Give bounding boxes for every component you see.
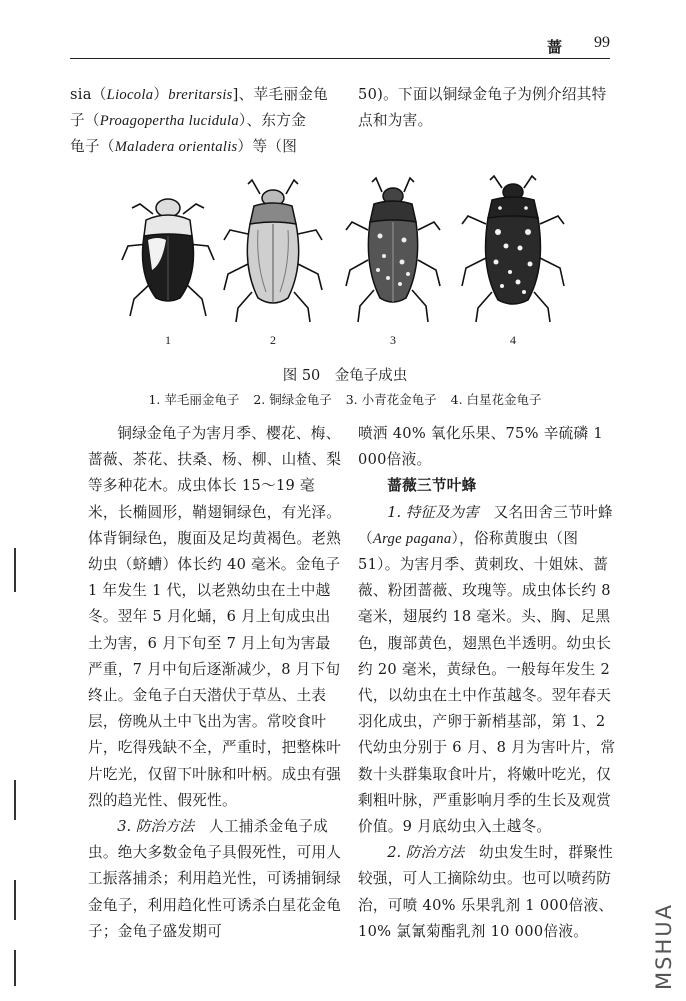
beetle-illustration-1 [118,174,218,347]
figure-number-2: 2 [270,333,276,347]
scan-margin-mark [14,548,16,592]
figure-caption: 图 50 金龟子成虫 [282,368,408,384]
running-header [70,34,610,59]
top-left-column [70,82,344,161]
legend-item-1: 1. 苹毛丽金龟子 [148,392,240,407]
top-right-column [358,82,620,134]
beetle-figure [118,174,568,347]
sawfly-control-term: 2. 防治方法 [387,844,465,862]
continuation-line-3: 龟子（Maladera orientalis）等（图 [70,138,298,156]
continuation-line-1: sia（Liocola）breritarsis]、苹毛丽金龟 [70,86,329,103]
page-number: 99 [594,34,610,51]
legend-item-4: 4. 白星花金龟子 [450,392,542,407]
left-column [88,421,344,945]
beetle-illustration-3 [338,174,448,347]
scan-margin-mark [14,880,16,920]
beetle-illustration-2 [218,174,328,347]
continuation-line-2: 子（Proagopertha lucidula）、东方金 [70,112,307,130]
watermark: MSHUA [652,903,676,990]
legend-item-3: 3. 小青花金龟子 [345,392,437,407]
sawfly-feature-paragraph: 1. 特征及为害 又名田舍三节叶蜂（Arge pagana），俗称黄腹虫（图 51）。为害月季、黄刺玫、十姐妹、蔷薇、粉团蔷薇、玫瑰等。成虫体长约 8 毫米，翅展约 18 毫米。头、胸、足黑色，腹部黄色，翅黑色半透明。幼虫长约 20 毫米，黄绿色。一般每年发生 2 代，以幼虫在土中作茧越冬。翌年春天羽化成虫，产卵于新梢基部，第 1、2 代幼虫分别于 6 月、8 月为害叶片，常数十头群集取食叶片，将嫩叶吃光，仅剩粗叶脉，严重影响月季的生长及观赏价值。9 月底幼虫入土越冬。 [358,503,616,836]
legend-item-2: 2. 铜绿金龟子 [253,392,332,407]
control-methods-paragraph: 3. 防治方法 人工捕杀金龟子成虫。绝大多数金龟子具假死性，可用人工振落捕杀；利用趋光性，可诱捕铜绿金龟子，利用趋化性可诱杀白星花金龟子；金龟子盛发期可 [88,818,342,940]
spray-continuation: 喷洒 40% 氧化乐果、75% 辛硫磷 1 000倍液。 [358,425,603,469]
right-column [358,421,620,945]
figure-legend [70,390,620,408]
copper-beetle-paragraph: 铜绿金龟子为害月季、樱花、梅、蔷薇、茶花、扶桑、杨、柳、山楂、梨等多种花木。成虫体长 15～19 毫米，长椭圆形，鞘翅铜绿色，有光泽。体背铜绿色，腹面及足均黄褐色。老熟幼虫（蛴螬）体长约 40 毫米。金龟子 1 年发生 1 代，以老熟幼虫在土中越冬。翌年 5 月化蛹，6 月上旬成虫出土为害，6 月下旬至 7 月上旬为害最严重，7 月中旬后逐渐减少，8 月下旬终止。金龟子白天潜伏于草丛、土表层，傍晚从土中飞出为害。常咬食叶片，吃得残缺不全，严重时，把整株叶片吃光，仅留下叶脉和叶柄。成虫有强烈的趋光性、假死性。 [88,425,342,809]
sawfly-control-paragraph: 2. 防治方法 幼虫发生时，群聚性较强，可人工摘除幼虫。也可以喷药防治，可喷 40% 乐果乳剂 1 000倍液、10% 氯氰菊酯乳剂 10 000倍液。 [358,844,614,940]
section-title: 蔷 [546,38,562,56]
scan-margin-mark [14,950,16,986]
feature-term: 1. 特征及为害 [387,503,479,521]
scan-margin-mark [14,780,16,820]
figure-number-4: 4 [510,333,516,347]
control-methods-term: 3. 防治方法 [117,818,195,836]
intro-paragraph: 50)。下面以铜绿金龟子为例介绍其特点和为害。 [358,86,607,130]
figure-number-1: 1 [165,333,171,347]
subsection-heading: 蔷薇三节叶蜂 [387,477,477,495]
beetle-illustration-4 [458,174,568,347]
figure-number-3: 3 [390,333,396,347]
